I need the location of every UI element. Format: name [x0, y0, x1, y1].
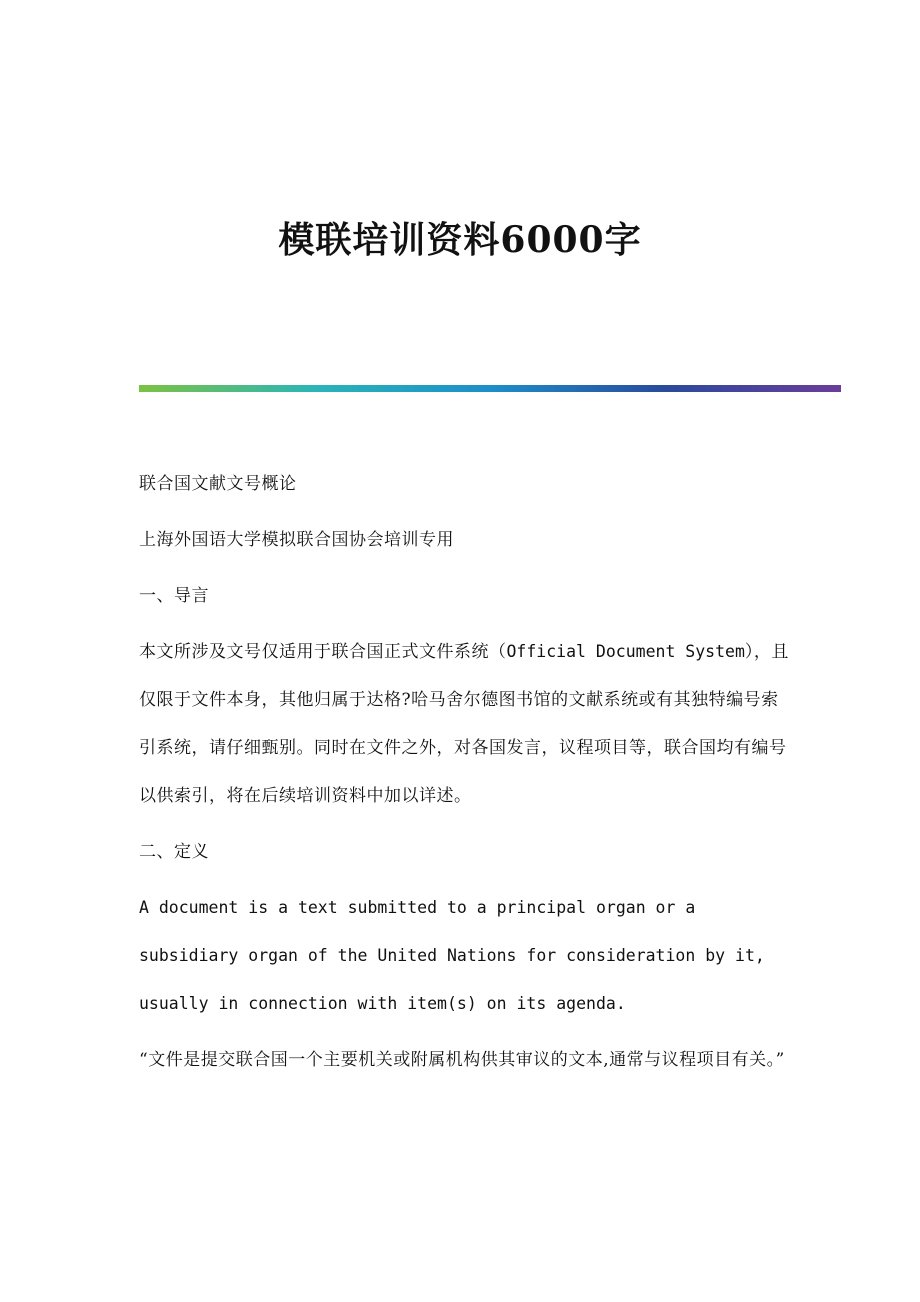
- section1-body-official: Official Document System: [506, 642, 745, 661]
- section1-title: 一、导言: [139, 586, 209, 606]
- definition-chinese: “文件是提交联合国一个主要机关或附属机构供其审议的文本,通常与议程项目有关。”: [139, 1050, 785, 1070]
- page-title: 模联培训资料6000字: [278, 219, 642, 261]
- title-divider: [139, 385, 841, 392]
- section1-body-part2: ），且仅限于文件本身，其他归属于达格?哈马舍尔德图书馆的文献系统或有其独特编号索引系统，请仔细甄别。同时在文件之外，对各国发言，议程项目等，联合国均有编号以供索引，将在后续培训资料中加以详述。: [139, 642, 789, 806]
- section2-title: 二、定义: [139, 842, 209, 862]
- section1-body-part1: 本文所涉及文号仅适用于联合国正式文件系统（: [139, 642, 507, 662]
- section1-body: [139, 628, 789, 820]
- heading-main: 联合国文献文号概论: [139, 474, 297, 494]
- definition-english: A document is a text submitted to a principal organ or a subsidiary organ of the United Nations for consideration by it, usually in connection with item(s) on its agenda.: [139, 898, 765, 1013]
- subheading: 上海外国语大学模拟联合国协会培训专用: [139, 530, 454, 550]
